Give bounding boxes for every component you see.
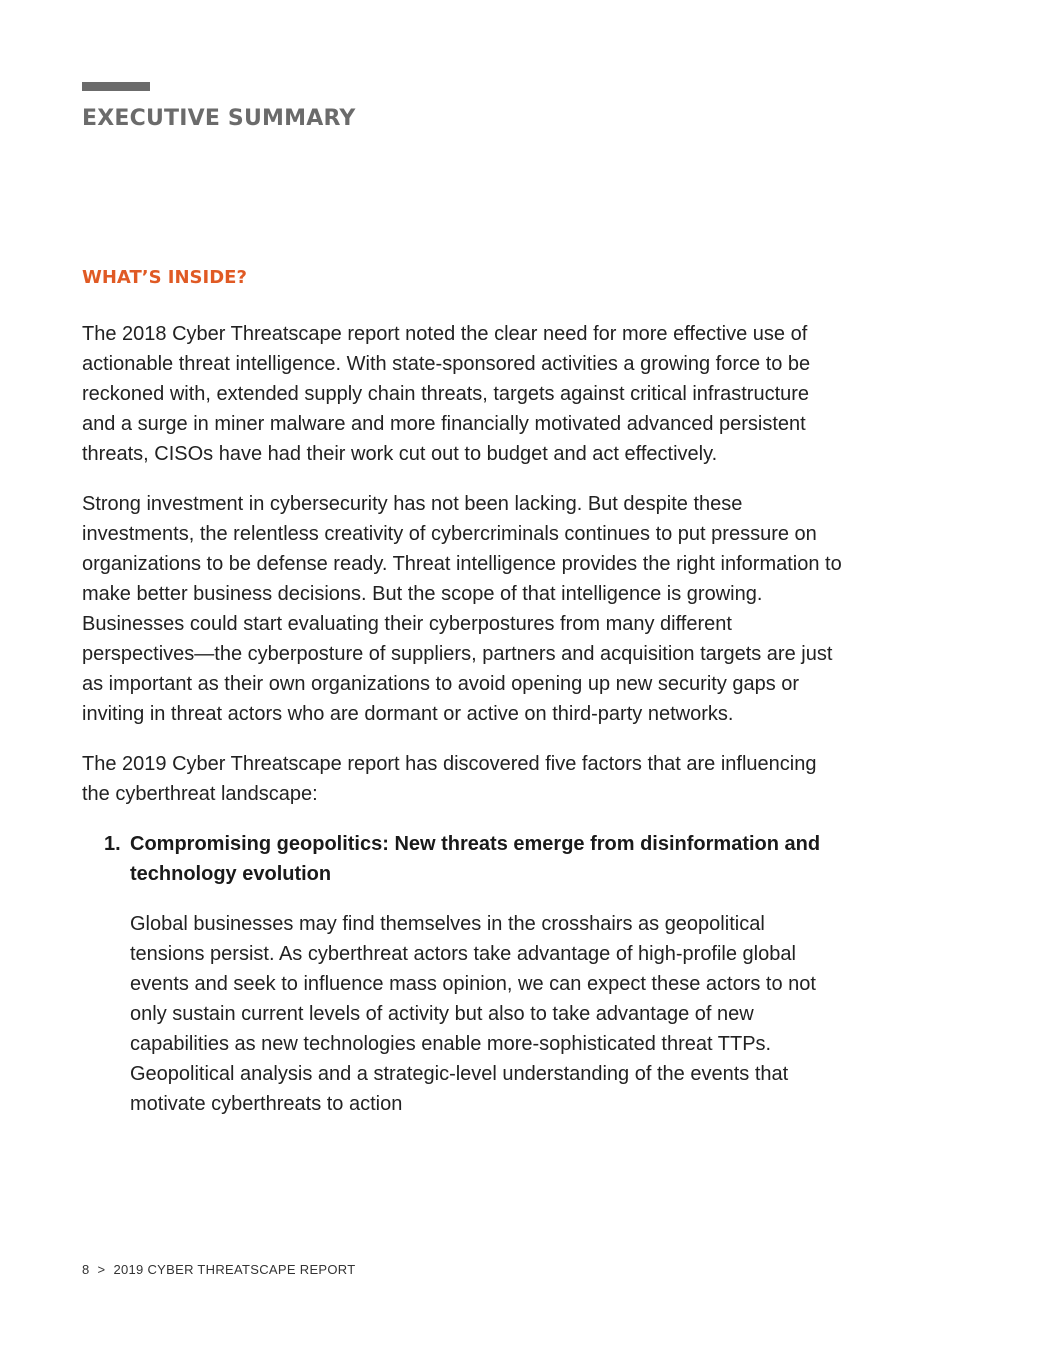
list-item-body: Global businesses may find themselves in the crosshairs as geopolitical tensions persist. As cyberthreat actors take advantage of high-profile global events and seek to influence mass opinion, we can expect these actors to not only sustain current levels of activity but also to take advantage of new capabilities as new technologies enable more-sophisticated threat TTPs. Geopolitical analysis and a strategic-level understanding of the events that motivate cyberthreats to action: [130, 913, 816, 1115]
paragraph-intro: The 2018 Cyber Threatscape report noted the clear need for more effective use of actionable threat intelligence. With state-sponsored activities a growing force to be reckoned with, extended supply chain threats, targets against critical infrastructure and a surge in miner malware and more financially motivated advanced persistent threats, CISOs have had their work cut out to budget and act effectively.: [82, 323, 811, 465]
page-number: 8: [82, 1262, 90, 1277]
list-item: [82, 829, 842, 1119]
whats-inside-heading: WHAT’S INSIDE?: [82, 267, 247, 288]
factors-list: [82, 829, 842, 1119]
paragraph-factors-intro: The 2019 Cyber Threatscape report has discovered five factors that are influencing the cyberthreat landscape:: [82, 753, 817, 805]
report-title: 2019 CYBER THREATSCAPE REPORT: [113, 1262, 356, 1277]
list-item-heading: Compromising geopolitics: New threats emerge from disinformation and technology evolution: [130, 833, 821, 885]
footer-separator: >: [97, 1262, 106, 1277]
section-rule: [82, 82, 150, 91]
list-item-number: 1.: [104, 833, 121, 855]
page-footer: [82, 1262, 356, 1277]
section-title: EXECUTIVE SUMMARY: [82, 106, 356, 131]
paragraph-investment: Strong investment in cybersecurity has not been lacking. But despite these investments, the relentless creativity of cybercriminals continues to put pressure on organizations to be defense ready. Threat intelligence provides the right information to make better business decisions. But the scope of that intelligence is growing. Businesses could start evaluating their cyberpostures from many different perspectives—the cyberposture of suppliers, partners and acquisition targets are just as important as their own organizations to avoid opening up new security gaps or inviting in threat actors who are dormant or active on third-party networks.: [82, 493, 842, 725]
body-text: [82, 319, 842, 1139]
